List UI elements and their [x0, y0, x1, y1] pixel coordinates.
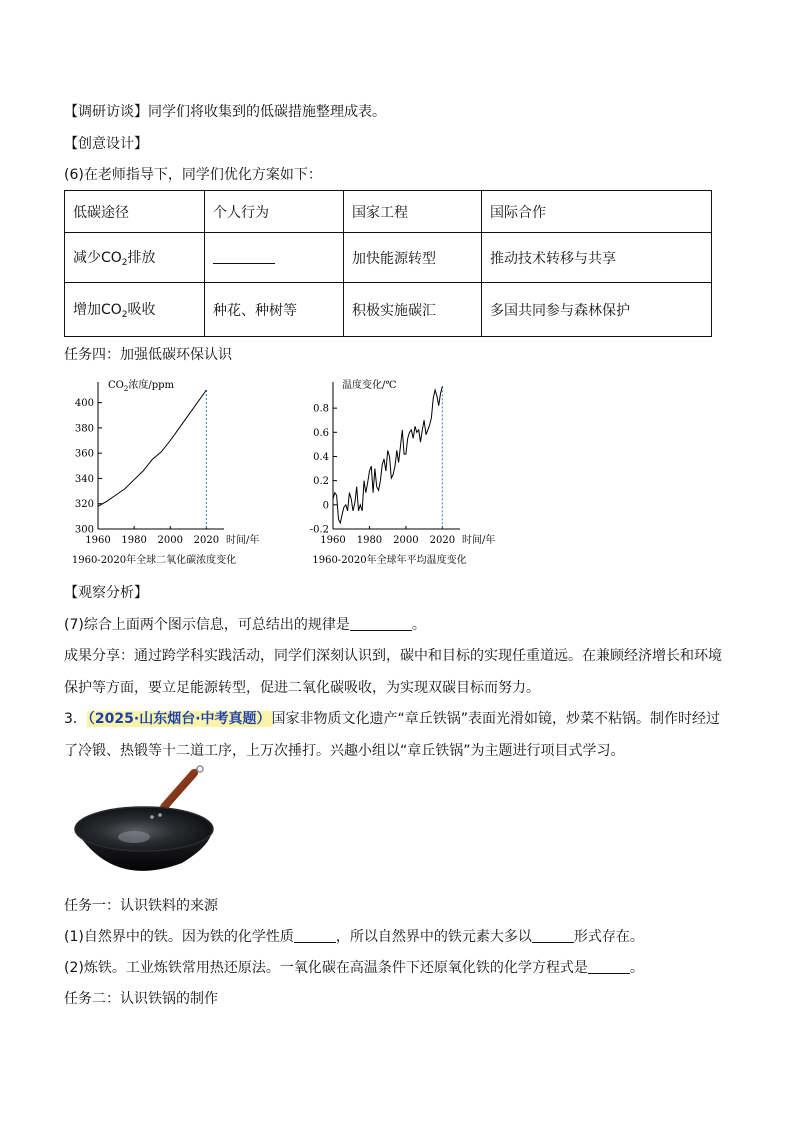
x-tick-label: 1960: [85, 535, 111, 546]
table-header-cell: 低碳途径: [65, 191, 205, 233]
table-header-cell: 国际合作: [482, 191, 712, 233]
table-header-cell: 个人行为: [205, 191, 344, 233]
x-axis-label: 时间/年: [226, 535, 260, 546]
x-tick-label: 2000: [157, 535, 183, 546]
table-cell: 加快能源转型: [344, 233, 482, 283]
table-header-cell: 国家工程: [344, 191, 482, 233]
table-cell: 积极实施碳汇: [344, 283, 482, 337]
chart-title: 1960-2020年全球二氧化碳浓度变化: [71, 555, 237, 566]
question-1: (1)自然界中的铁。因为铁的化学性质 ，所以自然界中的铁元素大多以 形式存在。: [64, 929, 644, 945]
table-row: [65, 233, 712, 283]
y-tick-label: 300: [74, 524, 94, 536]
answer-blank[interactable]: [294, 928, 336, 943]
table-cell: 推动技术转移与共享: [482, 233, 712, 283]
x-tick-label: 1980: [121, 535, 147, 546]
x-tick-label: 2000: [393, 535, 419, 546]
wok-image: [72, 765, 222, 890]
y-tick-label: 340: [74, 473, 94, 485]
y-axis-label: 温度变化/℃: [342, 380, 397, 391]
table-cell: 增加$CO_2$吸收: [65, 283, 205, 337]
answer-blank-cell[interactable]: [205, 233, 344, 283]
question-6: (6)在老师指导下，同学们优化方案如下：: [64, 167, 322, 183]
table-row: [65, 283, 712, 337]
question-7: (7)综合上面两个图示信息，可总结出的规律是 。: [64, 617, 426, 633]
table-cell: 种花、种树等: [205, 283, 344, 337]
y-tick-label: 0: [322, 500, 329, 512]
task-1-heading: 任务一：认识铁料的来源: [64, 898, 218, 914]
table-header-row: [65, 191, 712, 233]
task-2-heading: 任务二：认识铁锅的制作: [64, 991, 218, 1007]
survey-text: 【调研访谈】同学们将收集到的低碳措施整理成表。: [64, 104, 386, 120]
answer-blank[interactable]: [350, 616, 412, 631]
temperature-change-chart: [298, 368, 523, 578]
co2-concentration-chart: [60, 368, 290, 578]
table-cell: 减少$CO_2$排放: [65, 233, 205, 283]
y-tick-label: 400: [74, 398, 94, 410]
chart-title: 1960-2020年全球年平均温度变化: [312, 555, 467, 566]
table-cell: 多国共同参与森林保护: [482, 283, 712, 337]
question-2: (2)炼铁。工业炼铁常用热还原法。一氧化碳在高温条件下还原氧化铁的化学方程式是 。: [64, 960, 644, 976]
series-line: [98, 390, 206, 506]
x-tick-label: 1960: [320, 535, 346, 546]
y-tick-label: 360: [74, 448, 94, 460]
y-tick-label: 0.8: [313, 403, 329, 415]
answer-blank[interactable]: [532, 928, 574, 943]
series-line: [333, 386, 442, 523]
task-4-heading: 任务四：加强低碳环保认识: [64, 347, 232, 363]
y-tick-label: 0.4: [313, 451, 329, 463]
x-tick-label: 1980: [356, 535, 383, 546]
observe-heading: 【观察分析】: [64, 585, 148, 601]
y-tick-label: 0.6: [313, 427, 329, 439]
question-number: 3．: [64, 711, 87, 727]
answer-blank[interactable]: [213, 249, 275, 264]
exam-source-tag: （2025·山东烟台·中考真题）: [87, 711, 271, 727]
y-tick-label: 380: [74, 423, 94, 435]
low-carbon-table: [64, 190, 712, 337]
question-3: 3．（2025·山东烟台·中考真题）国家非物质文化遗产“章丘铁锅”表面光滑如镜，炒菜不粘锅。制作时经过了冷锻、热锻等十二道工序，上万次捶打。兴趣小组以“章丘铁锅”为主题进行项目式学习。: [64, 711, 721, 759]
design-heading: 【创意设计】: [64, 136, 148, 152]
answer-blank[interactable]: [588, 959, 630, 974]
x-tick-label: 2020: [193, 535, 220, 546]
results-share-paragraph: 成果分享：通过跨学科实践活动，同学们深刻认识到，碳中和目标的实现任重道远。在兼顾经济增长和环境保护等方面，要立足能源转型，促进二氧化碳吸收，为实现双碳目标而努力。: [64, 648, 722, 696]
y-axis-label: $CO_2$浓度/ppm: [108, 380, 174, 393]
y-tick-label: -0.2: [309, 524, 329, 536]
y-tick-label: 320: [74, 499, 94, 511]
y-tick-label: 0.2: [313, 476, 329, 488]
x-tick-label: 2020: [429, 535, 456, 546]
x-axis-label: 时间/年: [462, 535, 496, 546]
